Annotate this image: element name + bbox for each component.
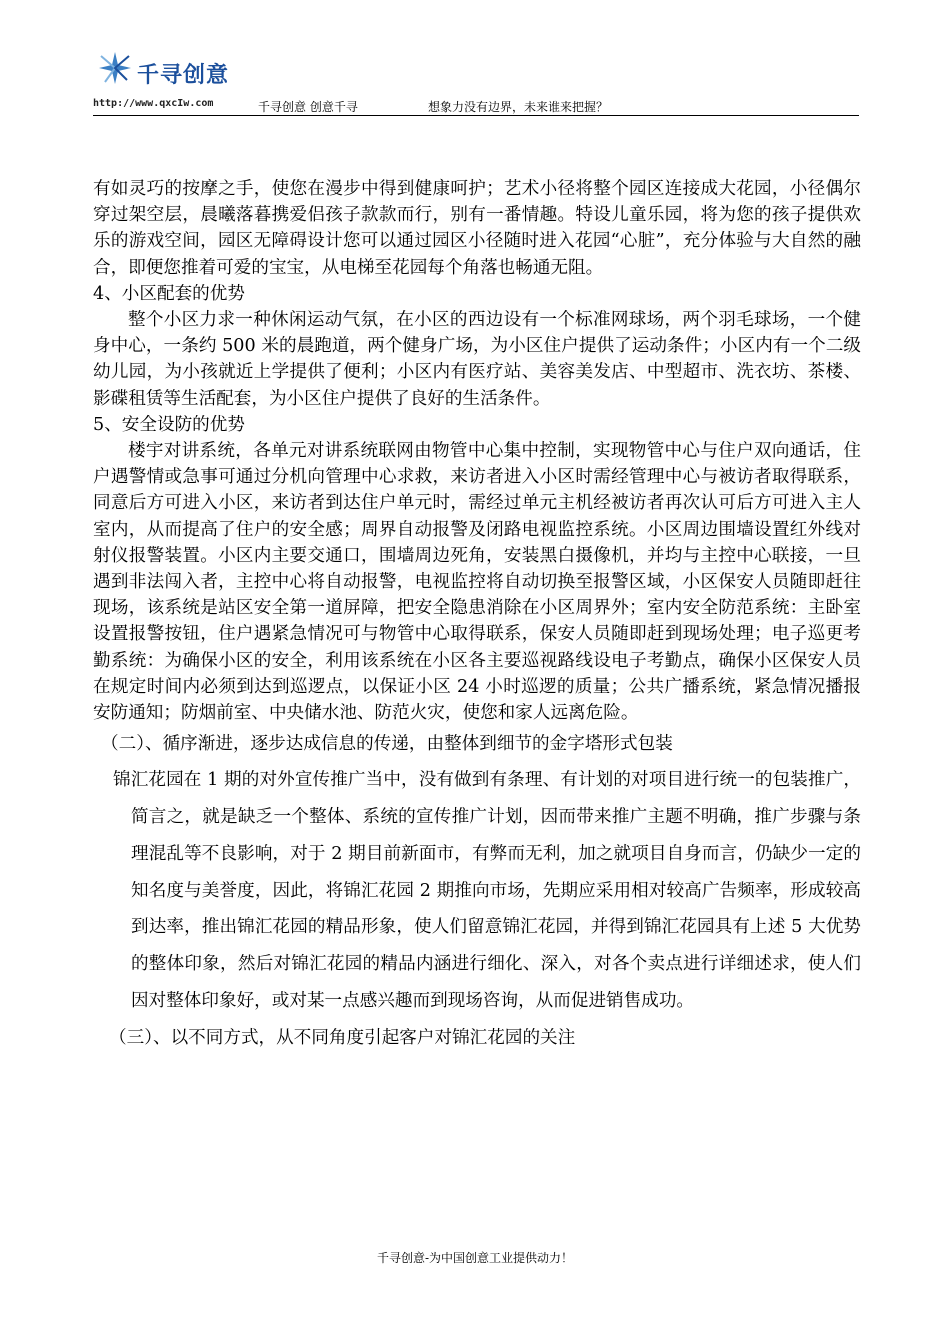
document-body bbox=[93, 176, 861, 1056]
paragraph-facilities: 整个小区力求一种休闲运动气氛，在小区的西边设有一个标准网球场，两个羽毛球场，一个健身中心，一条约 500 米的晨跑道，两个健身广场，为小区住户提供了运动条件；小区内有一个二级幼儿园，为小孩就近上学提供了便利；小区内有医疗站、美容美发店、中型超市、洗衣坊、茶楼、影碟租赁等生活配套，为小区住户提供了良好的生活条件。 bbox=[93, 310, 861, 409]
header-divider bbox=[93, 115, 859, 116]
logo-url: http://www.qxcIw.com bbox=[93, 98, 214, 109]
heading-community-facilities: 4、小区配套的优势 bbox=[93, 283, 245, 304]
paragraph-garden: 有如灵巧的按摩之手，使您在漫步中得到健康呵护；艺术小径将整个园区连接成大花园，小径偶尔穿过架空层，晨曦落暮携爱侣孩子款款而行，别有一番情趣。特设儿童乐园，将为您的孩子提供欢乐的游戏空间，园区无障碍设计您可以通过园区小径随时进入花园“心脏”，充分体验与大自然的融合，即便您推着可爱的宝宝，从电梯至花园每个角落也畅通无阻。 bbox=[93, 179, 861, 278]
page-footer: 千寻创意-为中国创意工业提供动力！ bbox=[376, 1251, 574, 1265]
section-heading-2: （二）、循序渐进，逐步达成信息的传递，由整体到细节的金字塔形式包装 bbox=[101, 734, 673, 755]
paragraph-security: 楼宇对讲系统，各单元对讲系统联网由物管中心集中控制，实现物管中心与住户双向通话，住户遇警情或急事可通过分机向管理中心求救，来访者进入小区时需经管理中心与被访者取得联系，同意后方可进入小区，来访者到达住户单元时，需经过单元主机经被访者再次认可后方可进入主人室内，从而提高了住户的安全感；周界自动报警及闭路电视监控系统。小区周边围墙设置红外线对射仪报警装置。小区内主要交通口，围墙周边死角，安装黑白摄像机，并均与主控中心联接，一旦遇到非法闯入者，主控中心将自动报警，电视监控将自动切换至报警区域，小区保安人员随即赶往现场，该系统是站区安全第一道屏障，把安全隐患消除在小区周界外；室内安全防范系统：主卧室设置报警按钮，住户遇紧急情况可与物管中心取得联系，保安人员随即赶到现场处理；电子巡更考勤系统：为确保小区的安全，利用该系统在小区各主要巡视路线设电子考勤点，确保小区保安人员在规定时间内必须到达到巡逻点，以保证小区 24 小时巡逻的质量；公共广播系统，紧急情况播报安防通知；防烟前室、中央储水池、防范火灾，使您和家人远离危险。 bbox=[93, 441, 861, 724]
heading-security: 5、安全设防的优势 bbox=[93, 414, 245, 435]
section-heading-3: （三）、以不同方式，从不同角度引起客户对锦汇花园的关注 bbox=[109, 1027, 576, 1048]
logo-star-icon bbox=[93, 48, 137, 88]
header-slogan-right: 想象力没有边界，未来谁来把握？ bbox=[428, 100, 609, 114]
logo-text: 千寻创意 bbox=[137, 63, 230, 88]
page-header bbox=[93, 40, 859, 118]
header-slogan-left: 千寻创意 创意千寻 bbox=[258, 100, 358, 114]
paragraph-promotion: 锦汇花园在 1 期的对外宣传推广当中，没有做到有条理、有计划的对项目进行统一的包装推广，简言之，就是缺乏一个整体、系统的宣传推广计划，因而带来推广主题不明确，推广步骤与条理混乱等不良影响，对于 2 期目前新面市，有弊而无利，加之就项目自身而言，仍缺少一定的知名度与美誉度，因此，将锦汇花园 2 期推向市场，先期应采用相对较高广告频率，形成较高到达率，推出锦汇花园的精品形象，使人们留意锦汇花园，并得到锦汇花园具有上述 5 大优势的整体印象，然后对锦汇花园的精品内涵进行细化、深入，对各个卖点进行详细述求，使人们因对整体印象好，或对某一点感兴趣而到现场咨询，从而促进销售成功。 bbox=[113, 770, 861, 1012]
